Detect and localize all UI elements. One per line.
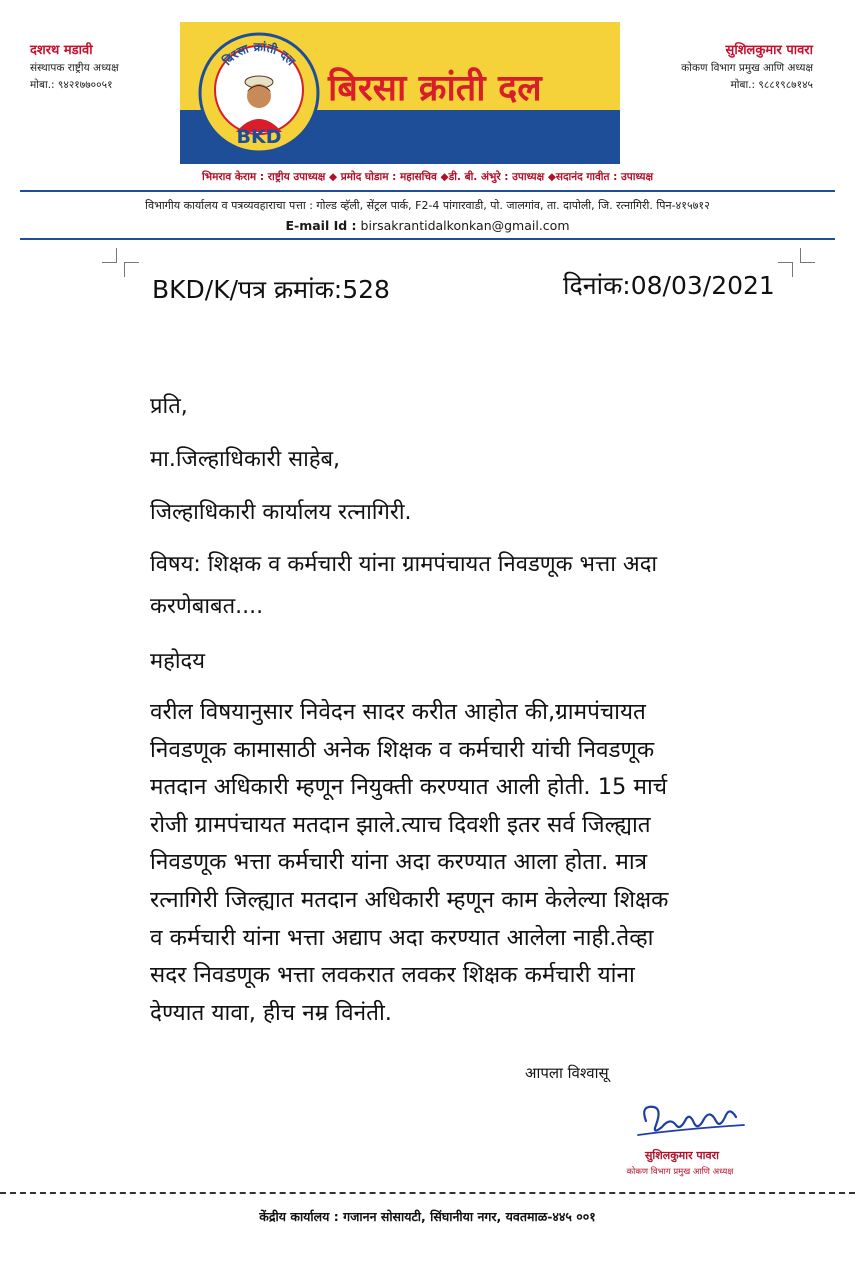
bkd-logo [198, 32, 320, 154]
office-bearers-line: भिमराव केराम : राष्ट्रीय उपाध्यक्ष ◆ प्रमोद घोडाम : महासचिव ◆डी. बी. अंभुरे : उपाध्यक्ष ◆सदानंद गावीत : उपाध्यक्ष [201, 171, 654, 183]
head-name: सुशिलकुमार पावरा [725, 43, 813, 58]
founder-role: संस्थापक राष्ट्रीय अध्यक्ष [30, 62, 119, 74]
email-address: birsakrantidalkonkan@gmail.com [360, 218, 570, 233]
founder-phone: मोबा.: ९४२१७७००५१ [30, 79, 113, 91]
head-role: कोकण विभाग प्रमुख आणि अध्यक्ष [681, 62, 813, 74]
founder-name: दशरथ मडावी [30, 43, 93, 58]
body-line: रत्नागिरी जिल्ह्यात मतदान अधिकारी म्हणून काम केलेल्या शिक्षक [150, 886, 669, 913]
handwritten-signature [632, 1095, 752, 1143]
letterhead-rule-bottom [20, 238, 835, 240]
letterhead-rule-top [20, 190, 835, 192]
corner-mark [102, 248, 117, 263]
organization-title: बिरसा क्रांती दल [328, 67, 542, 109]
founder-info [30, 42, 190, 94]
corner-mark [778, 262, 793, 277]
email-label: E-mail Id : [285, 218, 357, 233]
letter-body [150, 694, 830, 1032]
head-phone: मोबा.: ९८८१९८७१४५ [730, 79, 813, 91]
to-line: प्रति, [150, 394, 188, 419]
logo-bkd-text: BKD [236, 126, 282, 148]
body-line: निवडणूक भत्ता कर्मचारी यांना अदा करण्यात आला होता. मात्र [150, 849, 648, 876]
letter-reference: BKD/K/पत्र क्रमांक:528 [152, 275, 390, 304]
logo-ring-text: बिरसा क्रांती दल [220, 39, 299, 69]
central-office-address: केंद्रीय कार्यालय : गजानन सोसायटी, सिंघानीया नगर, यवतमाळ-४४५ ००१ [259, 1209, 596, 1224]
body-line: सदर निवडणूक भत्ता लवकरात लवकर शिक्षक कर्मचारी यांना [150, 962, 635, 989]
subject-line-2: करणेबाबत.... [150, 594, 264, 619]
closing: आपला विश्वासू [525, 1064, 609, 1082]
subject-line-1: विषय: शिक्षक व कर्मचारी यांना ग्रामपंचायत निवडणूक भत्ता अदा [150, 552, 658, 577]
signatory-role: कोकण विभाग प्रमुख आणि अध्यक्ष [626, 1167, 734, 1177]
footer-divider [0, 1192, 855, 1194]
signatory-info [583, 42, 813, 94]
corner-mark [800, 248, 815, 263]
body-line: निवडणूक कामासाठी अनेक शिक्षक व कर्मचारी यांची निवडणूक [150, 736, 655, 763]
office-address: विभागीय कार्यालय व पत्रव्यवहाराचा पत्ता : गोल्ड व्हॅली, सेंट्रल पार्क, F2-4 पांगारवाडी, पो. जालगांव, ता. दापोली, जि. रत्नागिरी. पिन-४१५७१२ [145, 199, 710, 212]
corner-mark [124, 262, 139, 277]
addressee-line-2: जिल्हाधिकारी कार्यालय रत्नागिरी. [150, 500, 412, 525]
body-line: मतदान अधिकारी म्हणून नियुक्ती करण्यात आली होती. 15 मार्च [150, 774, 668, 801]
salutation: महोदय [150, 649, 205, 674]
addressee-line-1: मा.जिल्हाधिकारी साहेब, [150, 447, 341, 472]
body-line: रोजी ग्रामपंचायत मतदान झाले.त्याच दिवशी इतर सर्व जिल्ह्यात [150, 811, 651, 838]
letter-date: दिनांक:08/03/2021 [563, 271, 775, 300]
body-line: वरील विषयानुसार निवेदन सादर करीत आहोत की,ग्रामपंचायत [150, 699, 646, 725]
body-line: देण्यात यावा, हीच नम्र विनंती. [150, 999, 392, 1026]
signatory-name: सुशिलकुमार पावरा [645, 1149, 719, 1162]
body-line: व कर्मचारी यांना भत्ता अद्याप अदा करण्यात आलेला नाही.तेव्हा [150, 924, 654, 951]
email-line [0, 218, 855, 233]
